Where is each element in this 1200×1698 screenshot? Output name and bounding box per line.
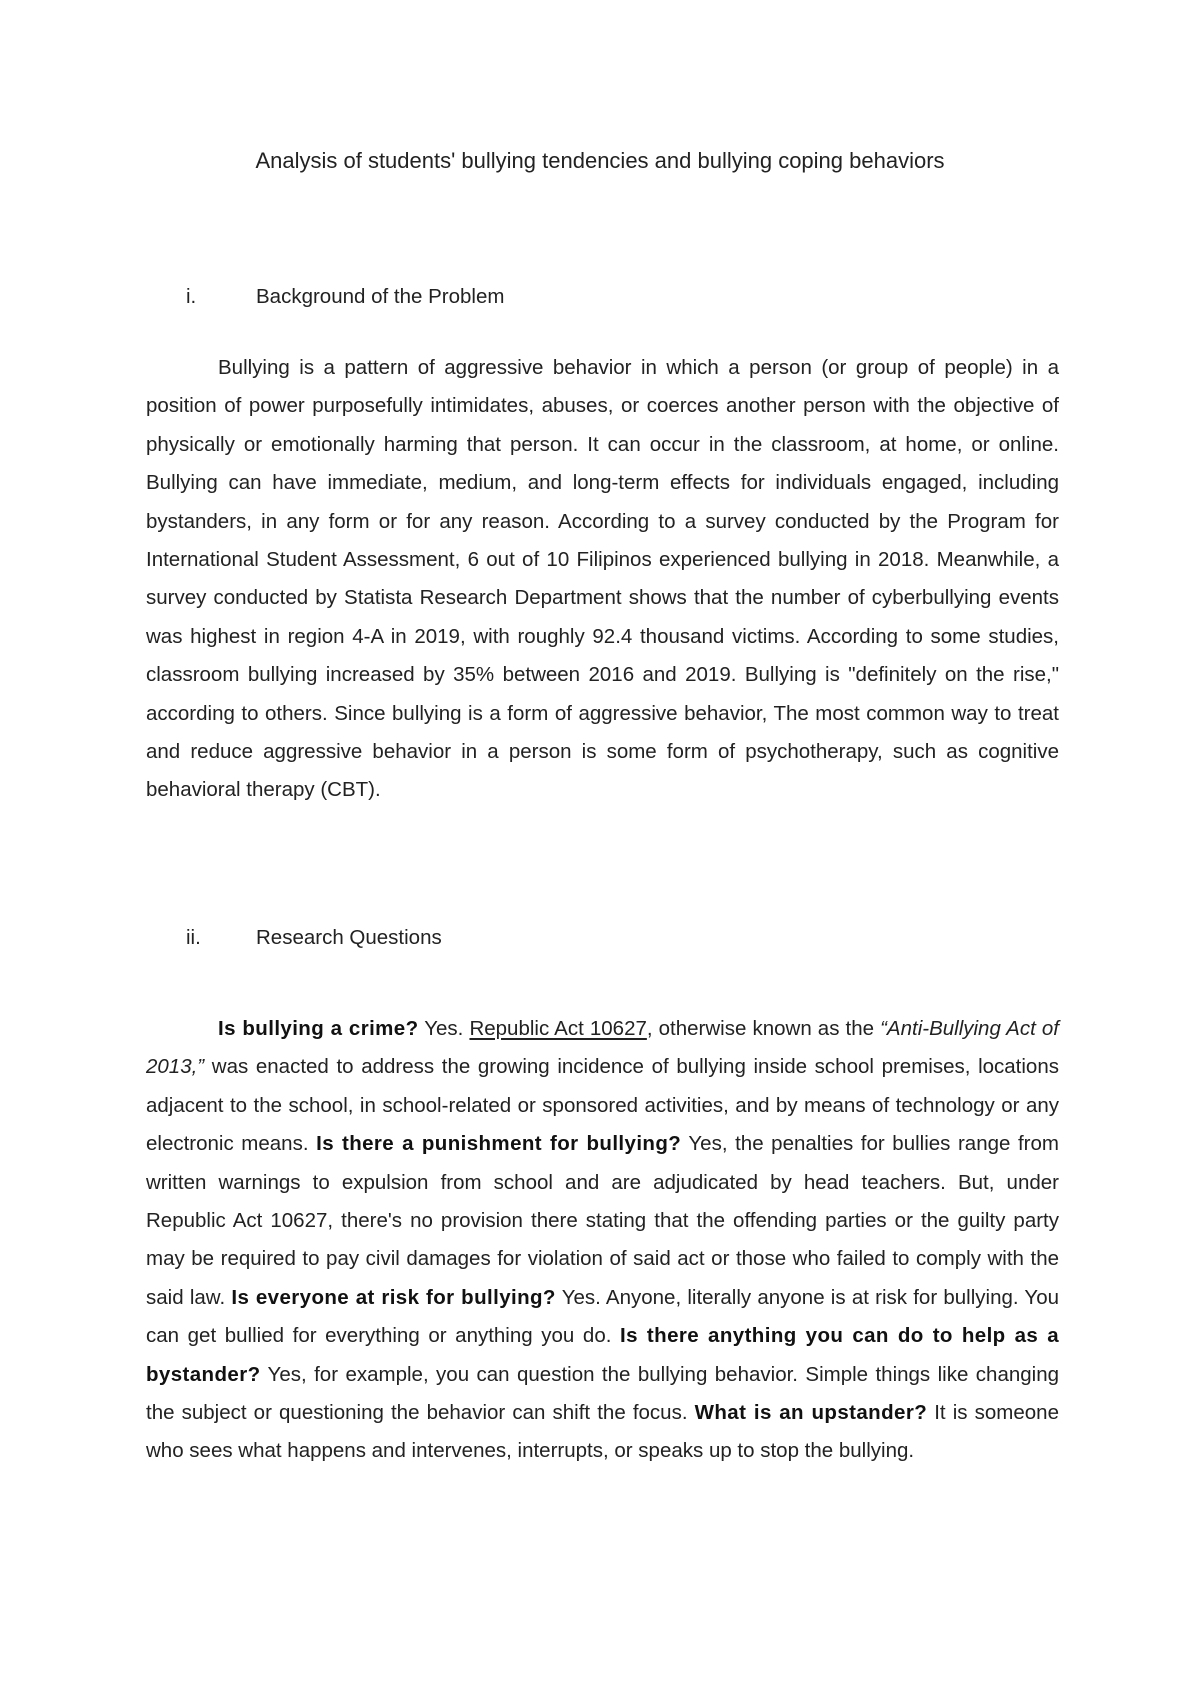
answer-text: , otherwise known as the: [646, 1017, 881, 1040]
background-paragraph: Bullying is a pattern of aggressive behavior in which a person (or group of people) in a position of power purposefully intimidates, abuses, or coerces another person with the objective of physically or emotionally harming that person. It can occur in the classroom, at home, or online. Bullying can have immediate, medium, and long-term effects for individuals engaged, including bystanders, in any form or for any reason. According to a survey conducted by the Program for International Student Assessment, 6 out of 10 Filipinos experienced bullying in 2018. Meanwhile, a survey conducted by Statista Research Department shows that the number of cyberbullying events was highest in region 4-A in 2019, with roughly 92.4 thousand victims. According to some studies, classroom bullying increased by 35% between 2016 and 2019. Bullying is "definitely on the rise," according to others. Since bullying is a form of aggressive behavior, The most common way to treat and reduce aggressive behavior in a person is some form of psychotherapy, such as cognitive behavioral therapy (CBT).: [146, 356, 1059, 802]
question-bold: Is bullying a crime?: [218, 1017, 419, 1040]
law-reference: Republic Act 10627: [469, 1017, 647, 1040]
question-bold: Is there a punishment for bullying?: [316, 1132, 682, 1156]
question-bold: What is an upstander?: [694, 1401, 928, 1425]
section-heading-text: Background of the Problem: [256, 285, 505, 308]
section-heading-background: [186, 282, 504, 312]
research-questions-paragraph: [146, 1010, 1059, 1471]
question-bold: Is everyone at risk for bullying?: [231, 1285, 556, 1309]
section-heading-text: Research Questions: [256, 926, 442, 949]
answer-text: was enacted to address the growing incidence of bullying inside school premises, locations adjacent to the school, in school-related or sponsored activities, and by means of technology or any electronic means.: [146, 1055, 1059, 1156]
answer-text: Yes, for example, you can question the bullying behavior. Simple things like changing the subject or questioning the behavior can shift the focus.: [146, 1362, 1059, 1425]
answer-text: It is someone who sees what happens and intervenes, interrupts, or speaks up to stop the bullying.: [146, 1401, 1059, 1463]
answer-text: Yes, the penalties for bullies range from written warnings to expulsion from school and are adjudicated by head teachers. But, under Republic Act 10627, there's no provision there stating that the offending parties or the guilty party may be required to pay civil damages for violation of said act or those who failed to comply with the said law.: [146, 1132, 1059, 1309]
question-bold: Is there anything you can do to help as a bystander?: [146, 1324, 1059, 1386]
section-number: i.: [186, 285, 197, 308]
answer-text: Yes.: [418, 1017, 470, 1040]
act-name: “Anti-Bullying Act of 2013,”: [146, 1017, 1059, 1079]
answer-text: Yes. Anyone, literally anyone is at risk for bullying. You can get bullied for everything or anything you do.: [146, 1285, 1059, 1348]
section-number: ii.: [186, 926, 201, 949]
section-heading-research-questions: [186, 923, 442, 953]
document-title: Analysis of students' bullying tendencies and bullying coping behaviors: [255, 148, 945, 173]
